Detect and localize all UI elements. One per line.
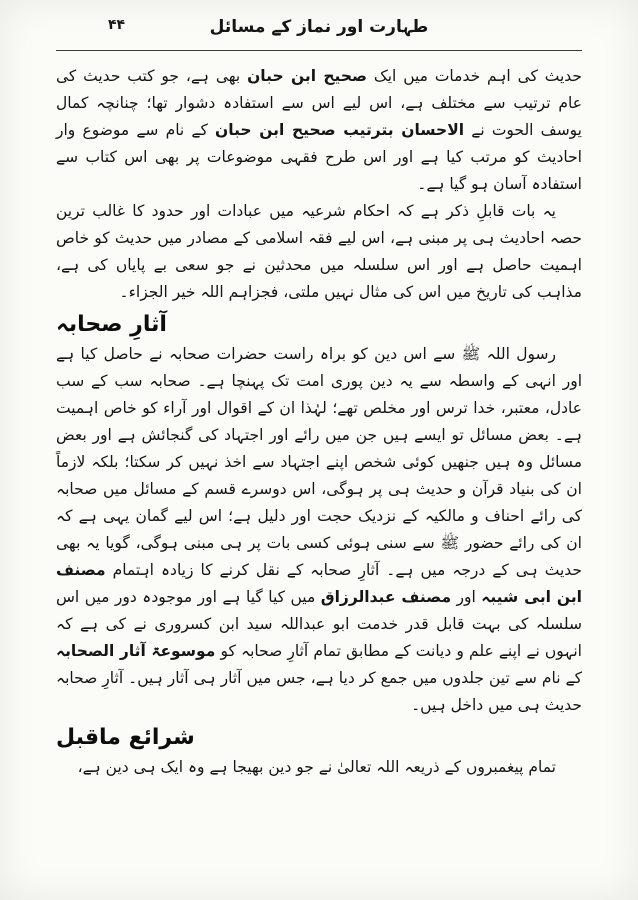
page-title: طہارت اور نماز کے مسائل bbox=[209, 17, 429, 37]
page-number: ۴۴ bbox=[108, 17, 126, 33]
paragraph-sharai-maqbal-body: تمام پیغمبروں کے ذریعہ اللہ تعالیٰ نے جو دین بھیجا ہے وہ ایک ہی دین ہے، bbox=[77, 758, 556, 776]
section-heading-sharai-maqbal: شرائع ماقبل bbox=[56, 725, 195, 750]
paragraph-asar-sahaba-body: رسول اللہ ﷺ سے اس دین کو براہ راست حضرات صحابہ نے حاصل کیا ہے اور انہی کے واسطہ سے یہ دین پوری امت تک پہنچا ہے۔ صحابہ سب کے سب عادل، معتبر، خدا ترس اور مخلص تھے؛ لہٰذا ان کے اقوال اور آراء کو خاص اہمیت ہے۔ بعض مسائل تو ایسے ہیں جن میں رائے اور اجتہاد کی گنجائش ہے اور بعض مسائل وہ ہیں جنھیں کوئی شخص اپنے اجتہاد سے اخذ نہیں کر سکتا؛ بلکہ لازماً ان کی بنیاد قرآن و حدیث ہی پر ہوگی، اس دوسرے قسم کے مسائل میں صحابہ کی رائے احناف و مالکیہ کے نزدیک حجت اور دلیل ہے؛ اس لیے گمان یہی ہے کہ ان کی رائے حضور ﷺ سے سنی ہوئی کسی بات پر ہی مبنی ہوگی، گویا یہ بھی حدیث ہی کے درجہ میں ہے۔ آثارِ صحابہ کے نقل کرنے کا زیادہ اہتمام مصنف ابن ابی شیبہ اور مصنف عبدالرزاق میں کیا گیا ہے اور موجودہ دور میں اس سلسلہ کی بہت قابل قدر خدمت ابو عبداللہ سید ابن کسروری نے کی ہے کہ انہوں نے اپنے علم و دیانت کے مطابق تمام آثارِ صحابہ کو موسوعۃ آثار الصحابہ کے نام سے تین جلدوں میں جمع کر دیا ہے، جس میں آثار ہی آثار ہیں۔ آثارِ صحابہ حدیث ہی میں داخل ہیں۔ bbox=[56, 345, 582, 714]
page-header bbox=[56, 16, 582, 51]
paragraph-hadith-services: حدیث کی اہم خدمات میں ایک صحیح ابن حبان بھی ہے، جو کتب حدیث کی عام ترتیب سے مختلف ہے، اس لیے اس سے استفادہ دشوار تھا؛ چنانچہ کمال یوسف الحوت نے الاحسان بترتیب صحیح ابن حبان کے نام سے موضوع وار احادیث کو مرتب کیا ہے اور اس طرح فقہی موضوعات پر بھی اس کتاب سے استفادہ آسان ہو گیا ہے۔ bbox=[56, 67, 582, 193]
section-heading-asar-sahaba: آثارِ صحابہ bbox=[56, 312, 167, 337]
paragraph-fiqh-importance: یہ بات قابلِ ذکر ہے کہ احکام شرعیہ میں عبادات اور حدود کا غالب ترین حصہ احادیث ہی پر مبنی ہے، اس لیے فقہ اسلامی کے مصادر میں حدیث کو خاص اہمیت حاصل ہے اور اس سلسلہ میں محدثین نے جو سعی بے پایاں کی ہے، مذاہب کی تاریخ میں اس کی مثال نہیں ملتی، فجزاہم اللہ خیر الجزاء۔ bbox=[56, 202, 582, 301]
